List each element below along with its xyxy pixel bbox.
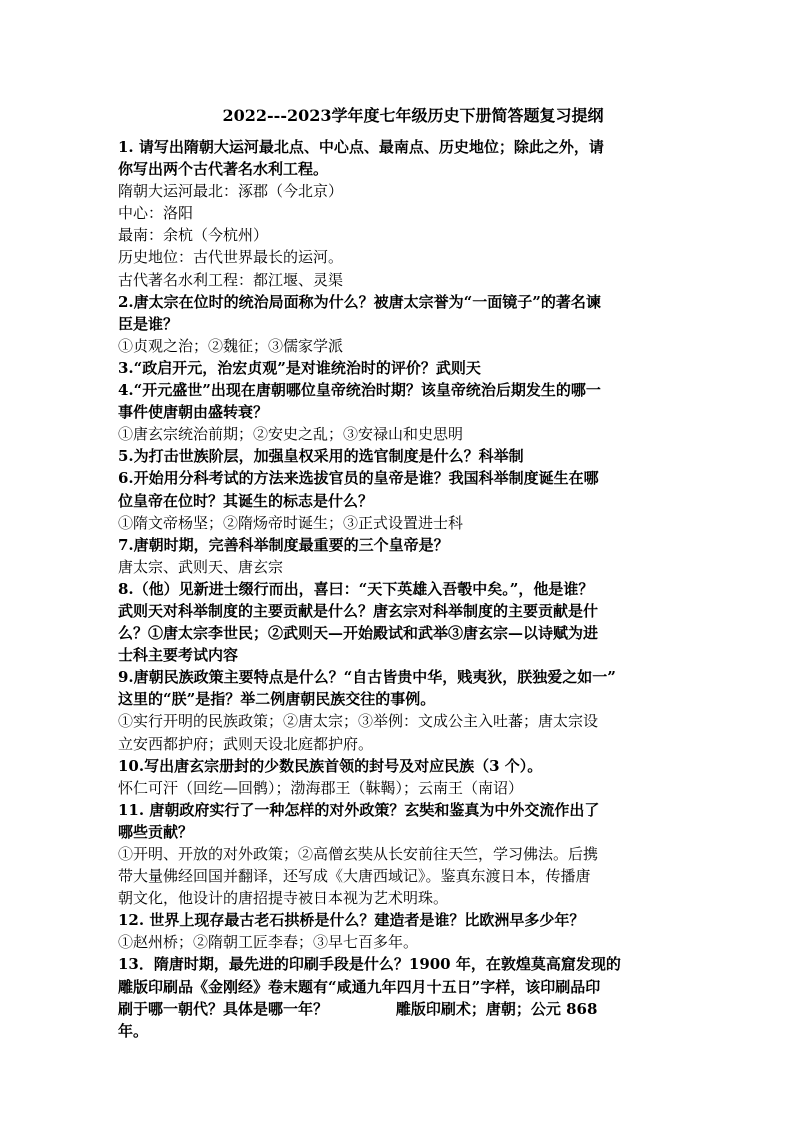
answer-line: 隋朝大运河最北：涿郡（今北京） <box>118 182 344 201</box>
question-line: 哪些贡献？ <box>118 822 194 841</box>
document-title: 2022---2023学年度七年级历史下册简答题复习提纲 <box>222 106 604 125</box>
question-line: 刷于哪一朝代？具体是哪一年？ 雕版印刷术；唐朝；公元 868 <box>118 999 598 1018</box>
answer-line: ①开明、开放的对外政策；②高僧玄奘从长安前往天竺，学习佛法。后携 <box>118 845 599 863</box>
answer-line: 立安西都护府；武则天设北庭都护府。 <box>118 734 374 753</box>
question-line: 事件使唐朝由盛转衰？ <box>118 403 269 422</box>
question-line: 雕版印刷品《金刚经》卷末题有“咸通九年四月十五日”字样，该印刷品印 <box>118 977 601 996</box>
question-line: 13．隋唐时期，最先进的印刷手段是什么？1900 年，在敦煌莫高窟发现的 <box>118 955 621 974</box>
question-line: 这里的“朕”是指？举二例唐朝民族交往的事例。 <box>118 690 436 709</box>
answer-line: 唐太宗、武则天、唐玄宗 <box>118 557 284 576</box>
answer-line: ①唐玄宗统治前期；②安史之乱；③安禄山和史思明 <box>118 425 464 444</box>
question-line: 6.开始用分科考试的方法来选拔官员的皇帝是谁？我国科举制度诞生在哪 <box>118 469 599 488</box>
answer-line: ①贞观之治；②魏征；③儒家学派 <box>118 336 344 355</box>
answer-line: 带大量佛经回国并翻译，还写成《大唐西域记》。鉴真东渡日本，传播唐 <box>118 867 591 886</box>
answer-line: 朝文化，他设计的唐招提寺被日本视为艺术明珠。 <box>118 889 449 908</box>
question-line: 11. 唐朝政府实行了一种怎样的对外政策？玄奘和鉴真为中外交流作出了 <box>118 800 600 819</box>
document-body <box>118 136 678 1042</box>
answer-line: ①赵州桥；②隋朝工匠李春；③早七百多年。 <box>118 933 419 952</box>
question-line: 位皇帝在位时？其诞生的标志是什么？ <box>118 491 374 510</box>
question-line: 12. 世界上现存最古老石拱桥是什么？建造者是谁？比欧洲早多少年？ <box>118 911 585 930</box>
question-line: 5.为打击世族阶层，加强皇权采用的选官制度是什么？科举制 <box>118 447 524 466</box>
question-line: 1. 请写出隋朝大运河最北点、中心点、最南点、历史地位；除此之外，请 <box>118 138 604 156</box>
answer-line: 最南：余杭（今杭州） <box>118 226 269 245</box>
answer-line: ①实行开明的民族政策；②唐太宗；③举例：文成公主入吐蕃；唐太宗设 <box>118 712 599 731</box>
document-page <box>118 102 678 1042</box>
question-line: 士科主要考试内容 <box>118 646 239 665</box>
answer-line: 怀仁可汗（回纥—回鹘）；渤海郡王（靺鞨）；云南王（南诏） <box>118 778 524 797</box>
question-line: 么？①唐太宗李世民；②武则天—开始殿试和武举③唐玄宗—以诗赋为进 <box>118 624 599 643</box>
answer-line: 历史地位：古代世界最长的运河。 <box>118 248 344 267</box>
question-line: 10.写出唐玄宗册封的少数民族首领的封号及对应民族（3 个）。 <box>118 756 543 775</box>
question-line: 8.（他）见新进士缀行而出，喜曰：“天下英雄入吾彀中矣。”，他是谁？ <box>118 579 594 598</box>
answer-line: ①隋文帝杨坚；②隋炀帝时诞生；③正式设置进士科 <box>118 513 464 532</box>
answer-line: 古代著名水利工程：都江堰、灵渠 <box>118 270 344 289</box>
question-line: 9.唐朝民族政策主要特点是什么？“自古皆贵中华，贱夷狄，朕独爱之如一” <box>118 668 616 687</box>
question-line: 3.“政启开元，治宏贞观”是对谁统治时的评价？武则天 <box>118 358 481 377</box>
question-line: 4.“开元盛世”出现在唐朝哪位皇帝统治时期？该皇帝统治后期发生的哪一 <box>118 381 601 400</box>
question-line: 7.唐朝时期，完善科举制度最重要的三个皇帝是？ <box>118 535 449 554</box>
question-line: 武则天对科举制度的主要贡献是什么？唐玄宗对科举制度的主要贡献是什 <box>118 601 599 620</box>
question-line: 年。 <box>118 1021 149 1040</box>
question-line: 臣是谁？ <box>118 314 179 333</box>
question-line: 2.唐太宗在位时的统治局面称为什么？被唐太宗誉为“一面镜子”的著名谏 <box>118 292 601 311</box>
question-line: 你写出两个古代著名水利工程。 <box>118 160 329 179</box>
answer-line: 中心：洛阳 <box>118 204 194 223</box>
